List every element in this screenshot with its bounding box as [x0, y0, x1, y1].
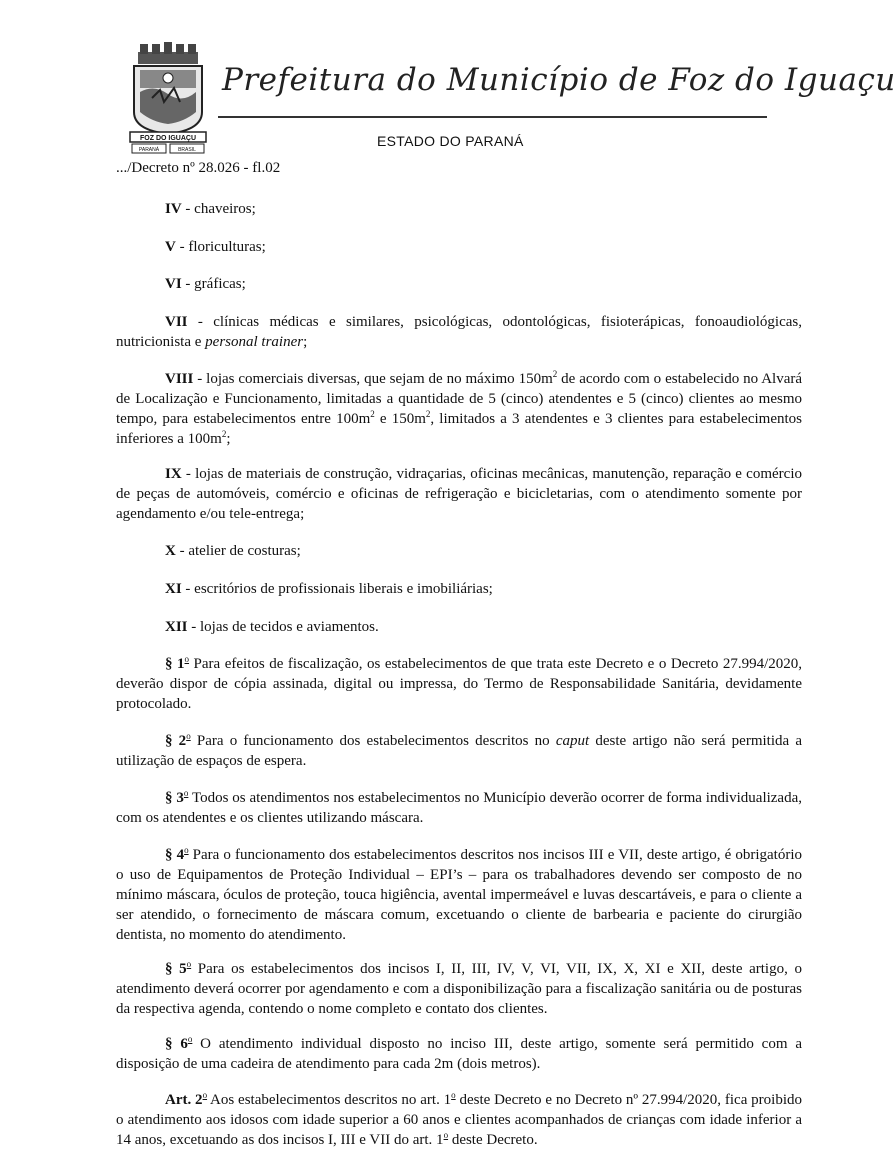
item-text: - lojas de materiais de construção, vidraçarias, oficinas mecânicas, manutenção, reparação e comércio de peças de automóveis, comércio e oficinas de refrigeração e bicicletarias, com o atendimento somente por agendamento e/ou tele-entrega;	[116, 466, 802, 522]
ordinal-mark: o	[186, 731, 191, 741]
item-text: ;	[303, 334, 308, 350]
paragraph-2	[116, 731, 802, 771]
paragraph-5	[116, 959, 802, 1019]
coat-of-arms-icon	[130, 42, 206, 156]
item-label: X	[165, 543, 176, 559]
paragraph-3	[116, 788, 802, 828]
item-label: IV	[165, 201, 182, 217]
article-text: deste Decreto e no Decreto nº 27.994/2020, fica proibido o atendimento aos idosos com idade superior a 60 anos e clientes acompanhados de crianças com idade inferior a 14 anos, excetuando as dos incisos I, III e VII do art. 1	[116, 1092, 802, 1148]
paragraph-label: § 3	[165, 790, 184, 806]
paragraph-label: § 5	[165, 961, 187, 977]
ordinal-mark: o	[183, 788, 189, 798]
superscript: 2	[425, 409, 431, 419]
ordinal-mark: o	[186, 959, 192, 969]
article-text: deste Decreto.	[448, 1132, 538, 1148]
item-text: ;	[226, 431, 231, 447]
paragraph-label: § 6	[165, 1036, 188, 1052]
ordinal-mark: o	[184, 845, 189, 855]
ordinal-mark: o	[451, 1090, 456, 1100]
item-label: VI	[165, 276, 182, 292]
paragraph-text: O atendimento individual disposto no inciso III, deste artigo, somente será permitido com a disposição de uma cadeira de atendimento para cada 2m (dois metros).	[116, 1036, 802, 1072]
crest-right-text: BRASIL	[178, 147, 196, 153]
paragraph-text: deste artigo não será permitida a utilização de espaços de espera.	[116, 733, 803, 769]
ordinal-mark: o	[184, 654, 190, 664]
item-text: - floriculturas;	[175, 239, 266, 255]
paragraph-label: § 2	[165, 733, 187, 749]
paragraph-4	[116, 845, 802, 945]
paragraph-text: Todos os atendimentos nos estabelecimentos no Município deverão ocorrer de forma individualizada, com os atendentes e os clientes utilizando máscara.	[116, 790, 802, 826]
item-label: XI	[165, 581, 182, 597]
item-label: V	[165, 239, 176, 255]
superscript: 2	[370, 409, 375, 419]
item-label: VII	[165, 314, 188, 330]
item-vii	[116, 312, 802, 352]
item-x	[116, 541, 802, 561]
article-label: Art. 2	[165, 1092, 203, 1108]
item-text: de acordo com o estabelecido no Alvará de Localização e Funcionamento, limitadas a quantidade de 5 (cinco) atendentes e 5 (cinco) clientes ao mesmo tempo, para estabelecimentos entre 100m	[116, 371, 802, 427]
paragraph-label: § 4	[165, 847, 185, 863]
header-divider	[218, 116, 767, 118]
paragraph-label: § 1	[165, 656, 185, 672]
state-name: ESTADO DO PARANÁ	[377, 133, 524, 149]
item-viii	[116, 369, 802, 449]
ordinal-mark: o	[443, 1130, 449, 1140]
item-label: IX	[165, 466, 182, 482]
item-iv	[116, 199, 802, 219]
paragraph-text: Para efeitos de fiscalização, os estabelecimentos de que trata este Decreto e o Decreto 27.994/2020, deverão dispor de cópia assinada, digital ou impressa, do Termo de Responsabilidade Sanitária, devidamente protocolado.	[116, 656, 803, 712]
paragraph-text-italic: caput	[555, 733, 590, 749]
item-text: - gráficas;	[181, 276, 246, 292]
paragraph-text: Para o funcionamento dos estabelecimentos descritos nos incisos III e VII, deste artigo, é obrigatório o uso de Equipamentos de Proteção Individual – EPI’s – para os trabalhadores devendo ser composto de no mínimo máscara, óculos de proteção, touca higiência, avental impermeável e luvas descartáveis, e para o cliente a ser atendido, o fornecimento de máscara comum, excetuando o cliente de barbearia e paciente do cirurgião dentista, no momento do atendimento.	[116, 847, 802, 943]
item-text-italic: personal trainer	[205, 334, 304, 350]
article-text: Aos estabelecimentos descritos no art. 1	[207, 1092, 452, 1108]
paragraph-text: Para os estabelecimentos dos incisos I, II, III, IV, V, VI, VII, IX, X, XI e XII, deste artigo, o atendimento deverá ocorrer por agendamento e com a disponibilização para a fiscalização sanitária ou de posturas da respectiva agenda, contendo o nome completo e contato dos clientes.	[116, 961, 802, 1017]
superscript: 2	[221, 429, 227, 439]
item-text: - lojas comerciais diversas, que sejam de no máximo 150m	[193, 371, 553, 387]
item-label: XII	[165, 619, 188, 635]
item-text: , limitados a 3 atendentes e 3 clientes para estabelecimentos inferiores a 100m	[116, 411, 802, 447]
item-text: - lojas de tecidos e aviamentos.	[187, 619, 379, 635]
item-text: - chaveiros;	[181, 201, 256, 217]
ordinal-mark: o	[202, 1090, 208, 1100]
item-vi	[116, 274, 802, 294]
municipality-title: Prefeitura do Município de Foz do Iguaçu	[222, 62, 896, 98]
superscript: 2	[552, 369, 558, 379]
item-ix	[116, 464, 802, 524]
item-text: - clínicas médicas e similares, psicológicas, odontológicas, fisioterápicas, fonoaudiológicas, nutricionista e	[116, 314, 802, 350]
crest-city-text: FOZ DO IGUAÇU	[140, 135, 196, 142]
item-label: VIII	[165, 371, 194, 387]
item-text: - atelier de costuras;	[175, 543, 301, 559]
paragraph-6	[116, 1034, 802, 1074]
paragraph-text: Para o funcionamento dos estabelecimentos descritos no	[190, 733, 556, 749]
crest-left-text: PARANÁ	[138, 147, 160, 153]
paragraph-1	[116, 654, 802, 714]
article-2	[116, 1090, 802, 1150]
item-xi	[116, 579, 802, 599]
item-v	[116, 237, 802, 257]
item-xii	[116, 617, 802, 637]
ordinal-mark: o	[187, 1034, 193, 1044]
item-text: e 150m	[374, 411, 426, 427]
item-text: - escritórios de profissionais liberais e imobiliárias;	[181, 581, 493, 597]
decree-reference: .../Decreto nº 28.026 - fl.02	[116, 160, 281, 176]
